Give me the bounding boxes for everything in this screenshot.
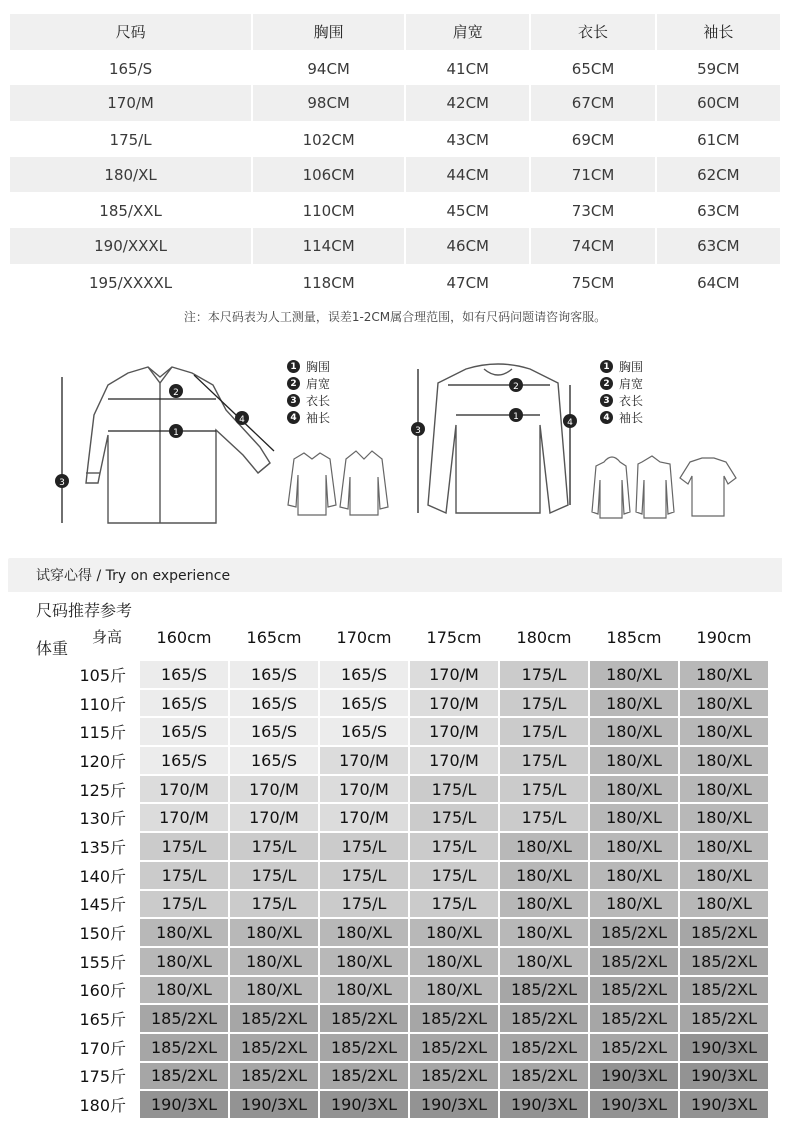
weight-label: 105斤 [38, 661, 138, 688]
recommend-row [38, 1005, 768, 1032]
top-icons [590, 450, 750, 525]
recommend-cell: 180/XL [410, 948, 498, 975]
recommend-cell: 180/XL [590, 804, 678, 831]
recommend-row [38, 661, 768, 688]
svg-text:2: 2 [513, 382, 519, 392]
size-cell: 63CM [657, 228, 780, 264]
recommend-cell: 180/XL [140, 919, 228, 946]
recommend-cell: 180/XL [590, 747, 678, 774]
recommend-cell: 180/XL [680, 862, 768, 889]
recommend-cell: 165/S [320, 690, 408, 717]
recommend-cell: 170/M [410, 718, 498, 745]
recommend-cell: 180/XL [680, 776, 768, 803]
recommend-row [38, 1063, 768, 1090]
recommend-cell: 165/S [230, 747, 318, 774]
size-cell: 118CM [253, 264, 404, 300]
recommend-cell: 190/3XL [230, 1091, 318, 1118]
size-cell: 47CM [406, 264, 529, 300]
recommend-cell: 185/2XL [230, 1005, 318, 1032]
recommend-cell: 175/L [500, 718, 588, 745]
recommend-cell: 165/S [320, 661, 408, 688]
recommend-cell: 185/2XL [500, 977, 588, 1004]
recommend-panel [8, 558, 782, 1127]
jacket-icons [282, 445, 392, 525]
size-cell: 170/M [10, 85, 251, 121]
recommend-cell: 170/M [410, 690, 498, 717]
recommend-cell: 185/2XL [410, 1063, 498, 1090]
weight-label: 140斤 [38, 862, 138, 889]
recommend-cell: 170/M [410, 747, 498, 774]
recommend-cell: 175/L [230, 833, 318, 860]
size-cell: 180/XL [10, 157, 251, 193]
recommend-cell: 175/L [140, 833, 228, 860]
recommend-cell: 175/L [320, 891, 408, 918]
recommend-cell: 175/L [410, 804, 498, 831]
recommend-cell: 180/XL [230, 948, 318, 975]
recommend-cell: 180/XL [590, 776, 678, 803]
recommend-cell: 180/XL [680, 833, 768, 860]
recommend-cell: 180/XL [590, 661, 678, 688]
size-row [10, 85, 780, 121]
recommend-cell: 180/XL [590, 862, 678, 889]
recommend-cell: 185/2XL [320, 1063, 408, 1090]
size-cell: 61CM [657, 121, 780, 157]
recommend-cell: 165/S [320, 718, 408, 745]
weight-label: 135斤 [38, 833, 138, 860]
svg-text:4: 4 [239, 415, 245, 425]
header-sleeve: 袖长 [657, 14, 780, 50]
recommend-cell: 180/XL [500, 833, 588, 860]
recommend-cell: 185/2XL [590, 977, 678, 1004]
size-cell: 185/XXL [10, 192, 251, 228]
legend-right [600, 358, 643, 426]
recommend-cell: 175/L [500, 804, 588, 831]
weight-label: 180斤 [38, 1091, 138, 1118]
size-cell: 60CM [657, 85, 780, 121]
size-row [10, 264, 780, 300]
recommend-cell: 180/XL [590, 690, 678, 717]
recommend-row [38, 891, 768, 918]
legend-item: 3 衣长 [600, 392, 643, 409]
recommend-cell: 185/2XL [410, 1005, 498, 1032]
recommend-row [38, 1091, 768, 1118]
size-row [10, 228, 780, 264]
height-header: 175cm [426, 628, 482, 647]
height-header: 165cm [246, 628, 302, 647]
recommend-cell: 175/L [410, 862, 498, 889]
recommend-cell: 190/3XL [590, 1063, 678, 1090]
recommend-cell: 180/XL [590, 718, 678, 745]
recommend-cell: 190/3XL [320, 1091, 408, 1118]
recommend-cell: 175/L [500, 690, 588, 717]
recommend-cell: 175/L [320, 862, 408, 889]
recommend-cell: 180/XL [320, 948, 408, 975]
weight-label: 125斤 [38, 776, 138, 803]
corner-weight: 体重 [36, 639, 69, 658]
recommend-cell: 180/XL [680, 718, 768, 745]
recommend-cell: 180/XL [590, 833, 678, 860]
weight-label: 110斤 [38, 690, 138, 717]
recommend-cell: 165/S [230, 718, 318, 745]
recommend-cell: 190/3XL [680, 1034, 768, 1061]
recommend-cell: 175/L [410, 833, 498, 860]
svg-text:3: 3 [415, 426, 421, 436]
size-cell: 106CM [253, 157, 404, 193]
recommend-cell: 180/XL [500, 948, 588, 975]
svg-text:2: 2 [173, 388, 179, 398]
recommend-cell: 180/XL [680, 891, 768, 918]
height-header: 190cm [696, 628, 752, 647]
recommend-cell: 175/L [500, 776, 588, 803]
recommend-cell: 190/3XL [590, 1091, 678, 1118]
recommend-cell: 170/M [320, 804, 408, 831]
recommend-row [38, 747, 768, 774]
svg-text:1: 1 [173, 428, 179, 438]
height-header: 160cm [156, 628, 212, 647]
recommend-cell: 180/XL [500, 891, 588, 918]
recommend-cell: 190/3XL [140, 1091, 228, 1118]
size-cell: 71CM [531, 157, 654, 193]
legend-item: 4 袖长 [287, 409, 330, 426]
shirt-diagram [48, 355, 288, 530]
recommend-cell: 170/M [140, 804, 228, 831]
weight-label: 115斤 [38, 718, 138, 745]
recommend-cell: 185/2XL [230, 1034, 318, 1061]
recommend-cell: 180/XL [230, 977, 318, 1004]
recommend-cell: 190/3XL [410, 1091, 498, 1118]
height-header: 180cm [516, 628, 572, 647]
recommend-cell: 180/XL [140, 948, 228, 975]
recommend-row [38, 977, 768, 1004]
weight-label: 150斤 [38, 919, 138, 946]
recommend-cell: 185/2XL [500, 1034, 588, 1061]
recommend-cell: 180/XL [140, 977, 228, 1004]
weight-label: 155斤 [38, 948, 138, 975]
size-cell: 62CM [657, 157, 780, 193]
legend-item: 4 袖长 [600, 409, 643, 426]
recommend-cell: 165/S [230, 661, 318, 688]
weight-label: 165斤 [38, 1005, 138, 1032]
recommend-row [38, 690, 768, 717]
recommend-cell: 190/3XL [500, 1091, 588, 1118]
height-header: 185cm [606, 628, 662, 647]
recommend-cell: 175/L [320, 833, 408, 860]
size-cell: 98CM [253, 85, 404, 121]
size-row [10, 157, 780, 193]
recommend-cell: 185/2XL [140, 1034, 228, 1061]
header-size: 尺码 [10, 14, 251, 50]
recommend-cell: 180/XL [410, 977, 498, 1004]
recommend-cell: 185/2XL [500, 1005, 588, 1032]
height-header: 170cm [336, 628, 392, 647]
recommend-cell: 180/XL [500, 919, 588, 946]
weight-label: 170斤 [38, 1034, 138, 1061]
size-cell: 110CM [253, 192, 404, 228]
recommend-cell: 180/XL [320, 919, 408, 946]
size-table [8, 14, 782, 300]
recommend-cell: 185/2XL [680, 948, 768, 975]
size-cell: 42CM [406, 85, 529, 121]
size-cell: 69CM [531, 121, 654, 157]
recommend-cell: 190/3XL [680, 1091, 768, 1118]
size-cell: 46CM [406, 228, 529, 264]
recommend-cell: 175/L [410, 776, 498, 803]
recommend-row [38, 776, 768, 803]
recommend-cell: 170/M [230, 804, 318, 831]
weight-label: 130斤 [38, 804, 138, 831]
svg-text:4: 4 [567, 418, 573, 428]
weight-label: 160斤 [38, 977, 138, 1004]
recommend-cell: 185/2XL [140, 1063, 228, 1090]
size-cell: 67CM [531, 85, 654, 121]
legend-item: 1 胸围 [287, 358, 330, 375]
size-cell: 190/XXXL [10, 228, 251, 264]
recommend-cell: 185/2XL [590, 919, 678, 946]
size-cell: 74CM [531, 228, 654, 264]
recommend-row [38, 718, 768, 745]
size-row [10, 192, 780, 228]
recommend-cell: 180/XL [230, 919, 318, 946]
recommend-header: 试穿心得 / Try on experience [8, 558, 782, 592]
legend-item: 3 衣长 [287, 392, 330, 409]
recommend-subtitle: 尺码推荐参考 [36, 601, 133, 620]
recommend-cell: 185/2XL [500, 1063, 588, 1090]
recommend-row [38, 948, 768, 975]
svg-text:1: 1 [513, 412, 519, 422]
size-cell: 59CM [657, 50, 780, 86]
legend-left [287, 358, 330, 426]
recommend-cell: 185/2XL [590, 948, 678, 975]
recommend-cell: 185/2XL [590, 1005, 678, 1032]
size-cell: 102CM [253, 121, 404, 157]
size-note: 注：本尺码表为人工测量，误差1-2CM属合理范围，如有尺码问题请咨询客服。 [183, 310, 607, 324]
header-shoulder: 肩宽 [406, 14, 529, 50]
sweater-diagram [408, 355, 588, 530]
recommend-cell: 185/2XL [590, 1034, 678, 1061]
size-table-header [10, 14, 780, 50]
recommend-cell: 180/XL [410, 919, 498, 946]
recommend-row [38, 1034, 768, 1061]
recommend-cell: 165/S [230, 690, 318, 717]
recommend-cell: 175/L [230, 862, 318, 889]
size-cell: 75CM [531, 264, 654, 300]
recommend-cell: 180/XL [680, 747, 768, 774]
size-cell: 94CM [253, 50, 404, 86]
size-cell: 43CM [406, 121, 529, 157]
recommend-cell: 180/XL [500, 862, 588, 889]
legend-item: 1 胸围 [600, 358, 643, 375]
recommend-cell: 185/2XL [320, 1034, 408, 1061]
recommend-cell: 175/L [230, 891, 318, 918]
size-cell: 195/XXXXL [10, 264, 251, 300]
size-cell: 114CM [253, 228, 404, 264]
recommend-cell: 180/XL [680, 804, 768, 831]
size-cell: 64CM [657, 264, 780, 300]
weight-label: 120斤 [38, 747, 138, 774]
svg-text:3: 3 [59, 478, 65, 488]
size-cell: 41CM [406, 50, 529, 86]
size-cell: 44CM [406, 157, 529, 193]
legend-item: 2 肩宽 [287, 375, 330, 392]
recommend-cell: 185/2XL [680, 977, 768, 1004]
recommend-cell: 165/S [140, 747, 228, 774]
recommend-cell: 175/L [140, 862, 228, 889]
recommend-cell: 165/S [140, 661, 228, 688]
size-cell: 65CM [531, 50, 654, 86]
legend-item: 2 肩宽 [600, 375, 643, 392]
size-cell: 45CM [406, 192, 529, 228]
size-cell: 73CM [531, 192, 654, 228]
recommend-cell: 175/L [410, 891, 498, 918]
recommend-cell: 180/XL [680, 661, 768, 688]
recommend-cell: 190/3XL [680, 1063, 768, 1090]
weight-label: 175斤 [38, 1063, 138, 1090]
recommend-cell: 170/M [140, 776, 228, 803]
size-row [10, 50, 780, 86]
recommend-cell: 180/XL [590, 891, 678, 918]
size-cell: 63CM [657, 192, 780, 228]
recommend-cell: 185/2XL [140, 1005, 228, 1032]
recommend-cell: 185/2XL [680, 1005, 768, 1032]
recommend-cell: 170/M [320, 776, 408, 803]
recommend-cell: 175/L [500, 747, 588, 774]
recommend-cell: 185/2XL [320, 1005, 408, 1032]
recommend-cell: 180/XL [320, 977, 408, 1004]
recommend-cell: 165/S [140, 718, 228, 745]
recommend-cell: 185/2XL [410, 1034, 498, 1061]
recommend-cell: 175/L [140, 891, 228, 918]
recommend-row [38, 919, 768, 946]
recommend-cell: 165/S [140, 690, 228, 717]
recommend-cell: 170/M [230, 776, 318, 803]
recommend-cell: 185/2XL [230, 1063, 318, 1090]
weight-label: 145斤 [38, 891, 138, 918]
recommend-cell: 175/L [500, 661, 588, 688]
size-cell: 175/L [10, 121, 251, 157]
recommend-cell: 170/M [410, 661, 498, 688]
recommend-row [38, 804, 768, 831]
recommend-row [38, 833, 768, 860]
corner-height: 身高 [92, 628, 123, 646]
header-length: 衣长 [531, 14, 654, 50]
recommend-row [38, 862, 768, 889]
header-chest: 胸围 [253, 14, 404, 50]
recommend-cell: 185/2XL [680, 919, 768, 946]
size-row [10, 121, 780, 157]
recommend-cell: 180/XL [680, 690, 768, 717]
size-cell: 165/S [10, 50, 251, 86]
recommend-cell: 170/M [320, 747, 408, 774]
recommend-grid [36, 659, 770, 1120]
